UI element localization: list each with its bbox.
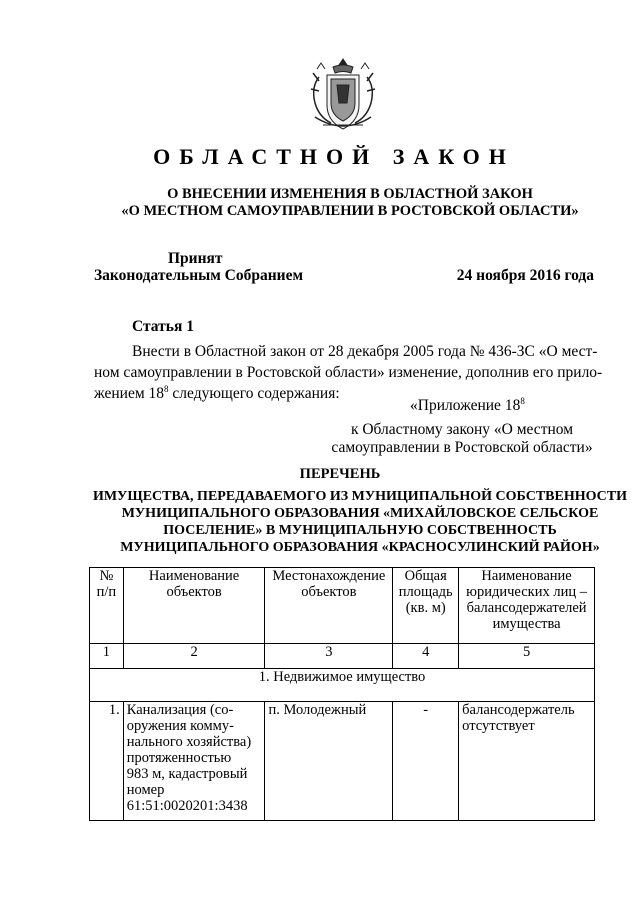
cell-text: оружения комму- xyxy=(126,718,234,734)
header-text: балансодержателей xyxy=(466,600,587,616)
column-number-cell: 5 xyxy=(459,644,595,669)
header-text: юридических лиц – xyxy=(466,584,587,600)
header-text: № xyxy=(99,568,114,584)
law-subtitle xyxy=(60,186,640,220)
column-number-cell: 4 xyxy=(393,644,459,669)
list-subtitle-line: ИМУЩЕСТВА, ПЕРЕДАВАЕМОГО ИЗ МУНИЦИПАЛЬНОЙ СОБСТВЕННОСТИ xyxy=(92,489,628,504)
header-text: Местонахождение xyxy=(272,568,386,584)
article-text-pre: жением 18 xyxy=(94,385,165,402)
cell-text: Канализация (со- xyxy=(126,702,234,718)
cell-text: 61:51:0020201:3438 xyxy=(126,798,248,814)
row-number-cell: 1. xyxy=(90,702,124,821)
cell-text: отсутствует xyxy=(462,718,535,734)
row-name-cell xyxy=(123,702,265,821)
table-header-row xyxy=(90,568,595,644)
appendix-to xyxy=(330,421,594,457)
header-text: объектов xyxy=(301,584,357,600)
article-text-line: ном самоуправлении в Ростовской области» изменение, дополнив его прило- xyxy=(94,364,603,381)
cell-text: протяженностью xyxy=(126,750,232,766)
header-cell-name xyxy=(123,568,265,644)
article-text-post: следующего содержания: xyxy=(168,385,340,402)
list-subtitle-line: ПОСЕЛЕНИЕ» В МУНИЦИПАЛЬНУЮ СОБСТВЕННОСТЬ xyxy=(163,523,557,538)
assets-table xyxy=(89,567,595,821)
adopted-label: Принят xyxy=(168,250,223,267)
article-text-line: Внести в Областной закон от 28 декабря 2005 года № 436-ЗС «О мест- xyxy=(132,343,598,360)
appendix-to-line: к Областному закону «О местном xyxy=(350,421,574,438)
appendix-ref-text: «Приложение 18 xyxy=(410,397,521,414)
article-body xyxy=(94,341,603,404)
row-location-cell: п. Молодежный xyxy=(265,702,393,821)
list-subtitle-line: МУНИЦИПАЛЬНОГО ОБРАЗОВАНИЯ «КРАСНОСУЛИНСКИЙ РАЙОН» xyxy=(120,540,600,555)
header-text: п/п xyxy=(96,584,117,600)
cell-text: 983 м, кадастровый xyxy=(126,766,248,782)
law-subtitle-line: «О МЕСТНОМ САМОУПРАВЛЕНИИ В РОСТОВСКОЙ ОБЛАСТИ» xyxy=(121,203,579,219)
appendix-ref-sup: 8 xyxy=(520,396,525,406)
column-number-cell: 3 xyxy=(265,644,393,669)
header-text: Наименование xyxy=(148,568,240,584)
header-cell-holder xyxy=(459,568,595,644)
adopted-date: 24 ноября 2016 года xyxy=(456,267,594,284)
table-column-numbers-row xyxy=(90,644,595,669)
adopted-by: Законодательным Собранием xyxy=(94,267,304,284)
column-number-cell: 1 xyxy=(90,644,124,669)
law-title: ОБЛАСТНОЙ ЗАКОН xyxy=(153,144,515,169)
header-text: (кв. м) xyxy=(405,600,446,616)
section-title-cell: 1. Недвижимое имущество xyxy=(90,669,595,702)
row-holder-cell xyxy=(459,702,595,821)
column-number-cell: 2 xyxy=(123,644,265,669)
table-row xyxy=(90,702,595,821)
header-text: объектов xyxy=(166,584,222,600)
appendix-ref xyxy=(410,397,525,415)
appendix-to-line: самоуправлении в Ростовской области» xyxy=(331,439,593,456)
header-cell-location xyxy=(265,568,393,644)
cell-text: номер xyxy=(126,782,165,798)
header-text: имущества xyxy=(492,616,561,632)
header-cell-area xyxy=(393,568,459,644)
cell-text: нального хозяйства) xyxy=(126,734,252,750)
list-subtitle xyxy=(60,488,640,556)
article-heading: Статья 1 xyxy=(132,318,194,335)
list-subtitle-line: МУНИЦИПАЛЬНОГО ОБРАЗОВАНИЯ «МИХАЙЛОВСКОЕ СЕЛЬСКОЕ xyxy=(121,506,599,521)
header-text: площадь xyxy=(398,584,453,600)
list-title: ПЕРЕЧЕНЬ xyxy=(299,466,381,482)
row-area-cell: - xyxy=(393,702,459,821)
table-section-row xyxy=(90,669,595,702)
law-subtitle-line: О ВНЕСЕНИИ ИЗМЕНЕНИЯ В ОБЛАСТНОЙ ЗАКОН xyxy=(167,186,533,202)
cell-text: балансодержатель xyxy=(462,702,575,718)
article-text-sup: 8 xyxy=(164,384,169,394)
coat-of-arms-emblem xyxy=(303,55,383,137)
header-cell-number xyxy=(90,568,124,644)
header-text: Общая xyxy=(404,568,447,584)
header-text: Наименование xyxy=(481,568,572,584)
